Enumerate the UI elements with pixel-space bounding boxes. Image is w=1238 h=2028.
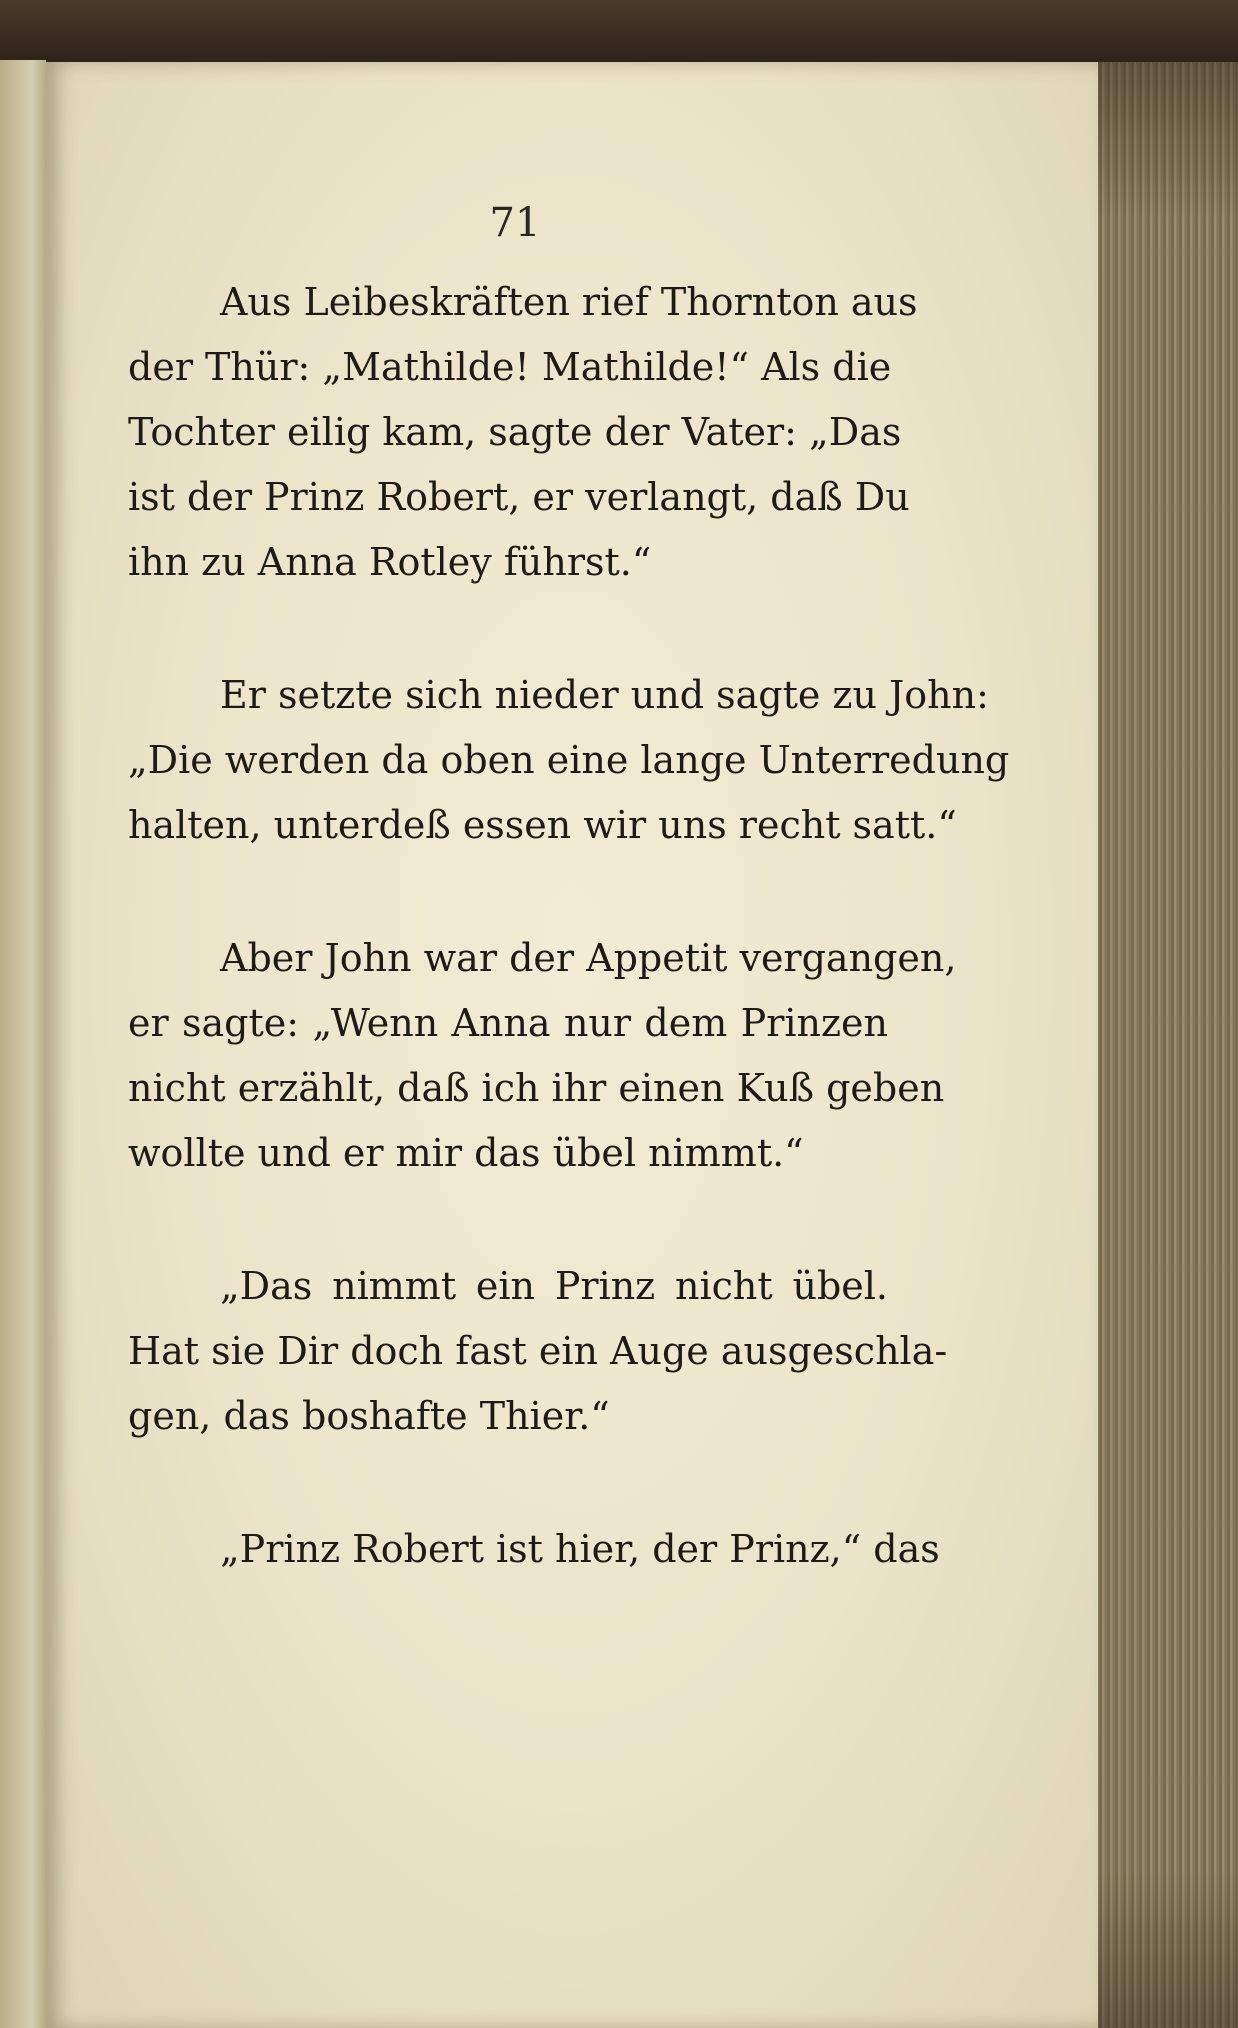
text-line: nicht erzählt, daß ich ihr einen Kuß geben [128,1066,945,1110]
paragraph [128,663,1010,858]
text-line: gen, das boshafte Thier.“ [128,1394,610,1438]
text-line: Aus Leibeskräften rief Thornton aus [220,280,918,324]
text-line: wollte und er mir das übel nimmt.“ [128,1131,804,1175]
text-line: er sagte: „Wenn Anna nur dem Prinzen [128,1001,888,1045]
paragraph [128,1517,940,1582]
text-line: Hat sie Dir doch fast ein Auge ausgeschla- [128,1329,948,1373]
text-line: „Die werden da oben eine lange Unterredung [128,738,1010,782]
page-number: 71 [489,200,541,246]
text-line: Aber John war der Appetit vergangen, [220,936,957,980]
paragraph [128,270,918,595]
text-line: ist der Prinz Robert, er verlangt, daß Du [128,475,910,519]
text-line: „Prinz Robert ist hier, der Prinz,“ das [220,1527,940,1571]
text-line: „Das nimmt ein Prinz nicht übel. [220,1264,888,1308]
text-line: Er setzte sich nieder und sagte zu John: [220,673,989,717]
text-line: halten, unterdeß essen wir uns recht satt.“ [128,803,957,847]
text-line: Tochter eilig kam, sagte der Vater: „Das [128,410,902,454]
paragraph [128,1254,948,1449]
page-edges [1098,62,1238,2028]
text-line: der Thür: „Mathilde! Mathilde!“ Als die [128,345,892,389]
text-line: ihn zu Anna Rotley führst.“ [128,540,652,584]
body-text [128,270,1010,1650]
facing-page-edge [0,60,46,2028]
paragraph [128,926,957,1186]
